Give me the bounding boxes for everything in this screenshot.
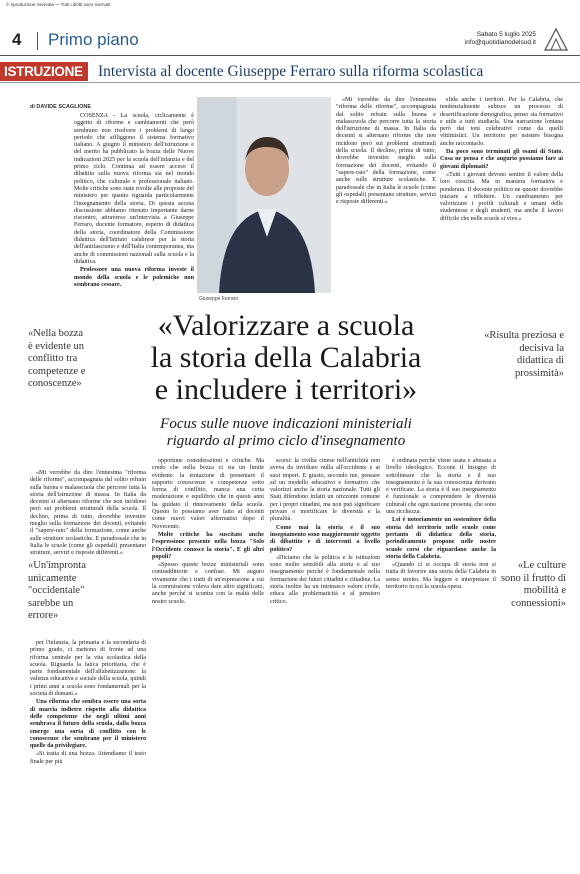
answer-1: «Mi verrebbe da dire l'ennesima "riforma delle riforme", accompagnata dal solito refrain sulla buona e malasscuola che percorre tutta la storia dell'istruzione di massa. In Italia da decenni si alternano riforme che non incidono però sui problemi strutturali della scuola. Il declino, prima di tutto, dovrebbe investire meglio sulla formazione dei docenti, evitando il "sapere-rato" della formazione, come anche sulle strutture scolastiche. E paradossale che in Italia le scuole (come gli ospedali) presentano strutture, servizi e risposte differenti.» [30,470,146,557]
page-number: 4 [12,30,22,49]
subtitle [96,416,476,450]
question-5: Lei è notoriamente un sostenitore della storia del territorio nelle scuole come pertanto di didattica della storia, periodicamente propone nelle nostre scuole corsi che riguardano anche la storia della Calabria. [386,517,496,560]
column-4 [386,458,496,592]
intro-paragraph: COSENZA - La scuola, ciclicamente è oggetto di riforme e cambiamenti che però sembrano non risolvere i problemi di lungo periodo che affliggono il sistema formativo italiano. A giugno il ministero dell'istruzione e del merito ha pubblicato la bozza delle Nuove indicazioni 2025 per la scuola dell'infanzia e del primo ciclo. Continua ad essere acceso il dibattito sulla nuova riforma sia nel mondo politico, che culturale e professionale italiano. Molte critiche sono state rivolte alle proposte del ministero per quanto riguarda particolarmente l'insegnamento della storia. Di questa accesa discussione abbiamo ritenuto importante darne riscontro, attraverso un'intervista a Giuseppe Ferraro, docente formatore, esperto di didattica della storia, coordinatore della Commissione didattica dell'Istituto calabrese per la storia dell'antifascismo e dell'Italia contemporanea, ma anche di commissioni nazionali sulla scuola e la didattica. [74,113,194,265]
pull-quote-4: «Le culture sono il frutto di mobilità e connessioni» [500,560,566,609]
pull-quote-1: «Nella bozza è evidente un conflitto tra competenze e conoscenze» [28,328,86,389]
article-continued-top [336,97,436,207]
answer-2: per l'infanzia, la primaria e la secondaria di primo grado, ci mettono di fronte ad una riforma centrale per la vita scolastica della scuola. Riguarda la fatica prioritaria, che è parte fondamentale dell'alfabetizzazione: la valenza educativa e sociale della scuola, quindi i primi anni a scuola sono fondamentali per la società di domani.» [30,640,146,698]
column-2 [152,458,264,607]
subtitle-line-1: Focus sulle nuove indicazioni ministeriali [160,416,412,432]
header-date: Sabato 5 luglio 2025 [476,31,536,38]
answer-4: «Diciamo che la politica e le istituzioni sono molto sensibili alla storia e al suo insegnamento perché è fondamentale nella formazione dei futuri cittadini e cittadine. La storia inoltre ha un intrinseco valore civile, educa alla problematicità e al pensiero critico. [270,554,380,605]
answer-1-top: «Mi verrebbe da dire l'ennesima "riforma delle riforme", accompagnata dal solito refrain sulla buona e malasscuola che percorre tutta la storia dell'istruzione di massa. In Italia da decenni si alternano riforme che non incidono però sui problemi strutturali della scuola. Il declino, prima di tutto, dovrebbe investire meglio sulla formazione dei docenti, evitando il "sapere-rato" della formazione, come anche sulle strutture scolastiche. E paradossale che in Italia le scuole (come gli ospedali) presentano strutture, servizi e risposte differenti.» [336,97,436,206]
header-rule [0,55,580,56]
header-email: info@quotidianodelsud.it [464,39,536,46]
photo-caption: Giuseppe Ferraro [199,296,239,302]
question-6: Da poco sono terminati gli esami di Stato. Cosa ne pensa e che augurio possiamo fare ai giovani diplomati? [440,149,563,170]
column-1-lower [30,640,146,767]
main-title [96,310,476,406]
question-2: Una riforma che sembra essere una sorta di marcia indietro rispetto alla didattica delle competenze che negli ultimi anni sembrava il futuro della scuola, dalla bozza emerge una sorta di conflitto con le conoscenze che sembrano per il ministero quelle da privilegiare. [30,699,146,750]
subtitle-line-2: riguardo al primo ciclo d'insegnamento [166,433,406,449]
article-headline: Intervista al docente Giuseppe Ferraro sulla riforma scolastica [98,63,484,80]
col3-text: opportune considerazioni e critiche. Ma credo che nella bozza ci sia un limite evidente: la tentazione di presentare il rapporto conoscenze e competenze sotto forma di conflitto, manca una certa moderazione e equilibrio che in questi anni ha guidato il rinnovamento della scuola. Questo lo possiamo aver fatto ai docenti come nuovi valori affermatisi dopo il Novecento. [152,458,264,530]
pull-quote-2: «Un'impronta unicamente "occidentale" sarebbe un errore» [28,560,86,621]
question-3: Molte critiche ha suscitato anche l'espressione presente nella bozza "Solo l'Occidente conosce la storia". E gli altri popoli? [152,531,264,560]
answer-2b: «Si tratta di una bozza. Attendiamo il testo finale per più [30,751,146,765]
main-title-line-1: «Valorizzare a scuola [157,309,415,342]
main-title-line-2: la storia della Calabria [150,341,422,374]
col6-top: sfida anche i territori. Per la Calabria, che tendenzialmente subisce un processo di desertificazione demografica, penso sia formativo e utile a tutti studiarla. Una narrazione lontana però dai toni celebrativi come da quelli vittimistici. Un territorio per esistere bisogna anche raccontarlo. [440,97,563,147]
header-date-block [416,31,536,47]
column-3 [270,458,380,607]
answer-5: «Quando ci si occupa di storia non si tratta di favorire una storia della Calabria in senso stretto. Ma leggere e interpretare il territorio in cui la scuola opera. [386,562,496,591]
section-title: Primo piano [48,30,139,49]
pull-quote-3: «Risulta preziosa e decisiva la didattica di prossimità» [484,330,564,379]
header-divider [37,32,38,50]
article-intro [74,113,194,290]
answer-6: «Tutti i giovani devono sentire il valore della loro crescita. Ma in maniera formativa e ponderata. Il docente politico ne questo dovrebbe iniziare a riflettere. Un cambiamento per valorizzare i profili culturali e umani delle studentesse e degli studenti, ma anche il lavoro difficile che nelle scuole si vive.» [440,171,563,222]
column-1-bottom [30,470,146,559]
main-title-line-3: e includere i territori» [154,373,418,406]
question-4: Come mai la storia e il suo insegnamento sono maggiormente oggetto di dibattito e di interventi a livello politico? [270,524,380,553]
byline: di DAVIDE SCAGLIONE [30,104,92,110]
interview-photo [197,97,331,293]
answer-3: «Spesso queste bozze ministeriali sono contraddittorie e confuse. Mi auguro vivamente che i tratti di un'espressione a cui la commissione voleva dare altro significato, anche perché si scontra con la realtà delle nostre scuole. [152,562,264,605]
headline-rule [0,82,580,83]
col5-text: è ordinata perché viene usata e abusata a livello ideologico. Eccone il bisogno di sottolineare che la storia e il suo insegnamento è la sua conoscenza derivano e verificate. La storia è il suo insegnamento è funzionale a comprendere le diversità culturali che ogni nazione presenta, che sono una ricchezza. [386,458,496,516]
section-kicker: ISTRUZIONE [0,62,88,81]
question-1: Professore una nuova riforma investe il mondo della scuola e le polemiche non sembrano cessare. [74,267,194,288]
right-column-top [440,97,563,224]
top-copyright-note: © riproduzione riservata — Tutti i diritti sono riservati [6,2,111,7]
masthead-logo-icon [542,26,570,52]
col4-text: scorsi: la civiltà cinese nell'antichità non aveva da invidiare nulla all'occidente e ai suoi imperi. E giusto, secondo me, pensare ad un modello educativo e formativo che valorizzi anche la storia nazionale. Tutti gli Stati difendono infatti un orizzonte comune per i propri cittadini, ma non può significare privare o mortificare le diversità e la pluralità. [270,458,380,523]
